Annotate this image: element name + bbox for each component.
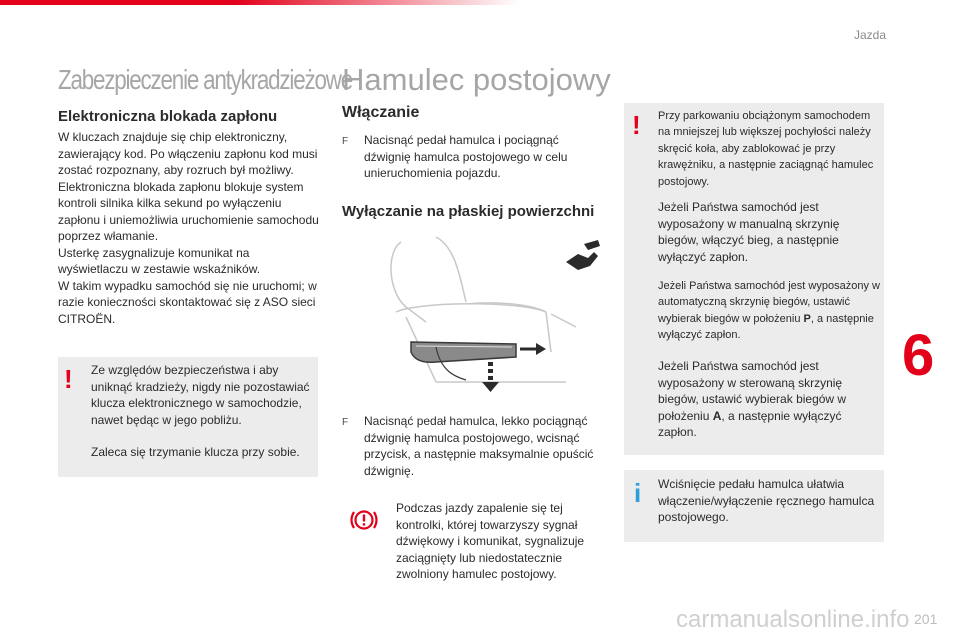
automatic-gearbox-text [658, 278, 882, 344]
immobiliser-text [58, 129, 320, 327]
immobiliser-paragraph: Elektroniczna blokada zapłonu blokuje system kontroli silnika kilka sekund po wyłączeniu zapłonu i uniemożliwia uruchomienie samochodu poprzez włamanie. [58, 179, 319, 243]
key-warning-line: Zaleca się trzymanie klucza przy sobie. [91, 445, 300, 459]
gear-position-a: A [712, 408, 722, 423]
engaging-step [342, 132, 592, 182]
immobiliser-paragraph: W takim wypadku samochód się nie uruchomi; w razie konieczności skontaktować się z ASO sieci CITROËN. [58, 278, 317, 326]
section-name: Jazda [853, 28, 886, 42]
gear-position-p: P [803, 312, 811, 325]
immobiliser-paragraph: Usterkę zasygnalizuje komunikat na wyświetlaczu w zestawie wskaźników. [58, 245, 261, 276]
info-text: Wciśnięcie pedału hamulca ułatwia włączenie/wyłączenie ręcznego hamulca postojowego. [658, 477, 875, 524]
watermark: carmanualsonline.info [676, 606, 910, 633]
chapter-number: 6 [902, 323, 935, 388]
robotised-gearbox-text [658, 358, 868, 441]
warning-icon: ! [632, 110, 641, 140]
pull-arrow-icon [520, 343, 546, 355]
text-part: , a następnie wyłączyć zapłon. [658, 408, 842, 439]
parking-brake-illustration [376, 232, 608, 395]
warning-lamp-text: Podczas jazdy zapalenie się tej kontrolki, której towarzyszy sygnał dźwiękowy i komunikat, sygnalizuje zaciągnięty lub niedostatecznie zwolniony hamulec postojowy. [396, 501, 585, 581]
engaging-step-text: Nacisnąć pedał hamulca i pociągnąć dźwignię hamulca postojowego w celu unieruchomienia pojazdu. [364, 133, 568, 180]
immobiliser-paragraph: W kluczach znajduje się chip elektroniczny, zawierający kod. Po włączeniu zapłonu kod musi zostać rozpoznany, aby rozruch był możliwy. [58, 130, 318, 177]
immobiliser-heading: Elektroniczna blokada zapłonu [58, 108, 278, 125]
slope-parking-text: Przy parkowaniu obciążonym samochodem na mniejszej lub większej pochyłości należy skręcić koła, aby zablokować je przy krawężniku, a następnie zaciągnąć hamulec postojowy. [658, 110, 874, 188]
lower-arrow-icon [482, 362, 499, 392]
brake-warning-lamp-icon [350, 507, 378, 533]
engaging-heading: Włączanie [342, 104, 420, 121]
parking-brake-title: Hamulec postojowy [342, 62, 611, 97]
bullet-marker: F [342, 136, 349, 147]
hand-gesture-icon [566, 240, 600, 270]
key-warning-text [91, 362, 313, 461]
releasing-heading: Wyłączanie na płaskiej powierzchni [342, 203, 595, 220]
anti-theft-title: Zabezpieczenie antykradzieżowe [58, 64, 352, 95]
info-icon: i [634, 478, 642, 508]
text-part: Jeżeli Państwa samochód jest wyposażony w sterowaną skrzynię biegów, ustawić wybierak biegów w położeniu [658, 359, 847, 423]
handbrake-lever-icon [411, 342, 516, 380]
bullet-marker: F [342, 417, 349, 428]
text-part: Jeżeli Państwa samochód jest wyposażony w automatyczną skrzynię biegów, ustawić wybierak biegów w położeniu [658, 280, 880, 325]
page-number: 201 [914, 611, 938, 627]
text-part: , a następnie wyłączyć zapłon. [658, 312, 874, 342]
header-accent-bar [0, 0, 520, 5]
releasing-step-text: Nacisnąć pedał hamulca, lekko pociągnąć dźwignię hamulca postojowego, wcisnąć przycisk, a następnie maksymalnie opuścić dźwignię. [364, 414, 594, 478]
releasing-step [342, 413, 612, 479]
warning-icon: ! [64, 364, 73, 394]
key-warning-line: Ze względów bezpieczeństwa i aby uniknąć kradzieży, nigdy nie pozostawiać klucza elektronicznego w samochodzie, nawet będąc w jego pobliżu. [91, 363, 310, 427]
manual-gearbox-text: Jeżeli Państwa samochód jest wyposażony w manualną skrzynię biegów, włączyć bieg, a następnie wyłączyć zapłon. [658, 200, 840, 264]
